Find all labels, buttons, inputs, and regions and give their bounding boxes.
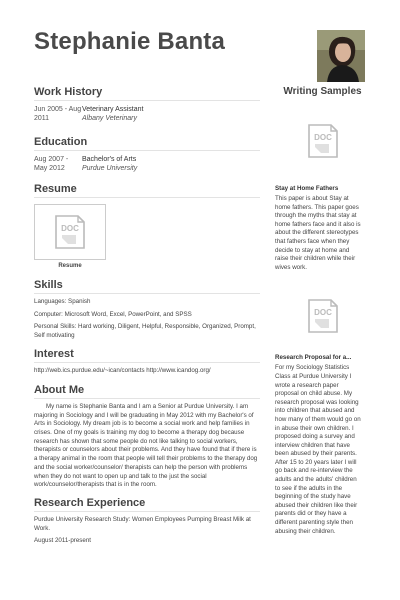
candidate-name: Stephanie Banta bbox=[34, 28, 226, 55]
profile-photo-image bbox=[317, 30, 365, 82]
about-text: My name is Stephanie Banta and I am a Senior at Purdue University. I am majoring in Sociology and I will be graduating in May 2012 with my Bachelor's of Arts in Sociology. My dream job is to become a social work and help families in crises. One of my goals is training my dog to become a therapy dog because research has shown that some people do not like talking to social workers, therapists or counselors about their problems. And they have found that if there is a therapy animal in the room that people will tell their problems to the therapy dog and the social worker/counselor/ therapists can help the person with problems when they do not want to open up and talk to the just the social work/counselor/therapists that is in the room. bbox=[34, 402, 258, 489]
document-icon bbox=[54, 214, 86, 250]
sample-description: This paper is about Stay at home fathers. This paper goes through the myths that stay at home fathers face and it also is about the different stereotypes that fathers face when they decide to stay at home and raise their children while their wives work. bbox=[275, 195, 361, 271]
document-icon bbox=[307, 123, 339, 159]
document-icon bbox=[307, 298, 339, 334]
entry-role: Bachelor's of Arts bbox=[82, 156, 137, 163]
doc-icon-label: DOC bbox=[313, 133, 332, 142]
research-heading: Research Experience bbox=[34, 497, 260, 512]
sample-description: For my Sociology Statistics Class at Purdue University I wrote a research paper proposal on child abuse. My research proposal was looking into children that abused and how many of them would go on in abuse their own children. I proposed doing a survey and interview children that have been abused by their parents. After 15 to 20 years later I will go back and re-interview the adults and the adults' children to see if the adults in the beginning of the study have abused their children like their parents did or they have a different parenting style then abusing their children. bbox=[275, 364, 361, 535]
work-history-heading: Work History bbox=[34, 86, 260, 101]
entry-role: Veterinary Assistant bbox=[82, 106, 144, 113]
resume-caption[interactable]: Resume bbox=[58, 263, 82, 269]
doc-icon-label: DOC bbox=[61, 224, 79, 233]
skills-line: Computer: Microsoft Word, Excel, PowerPoint, and SPSS bbox=[34, 310, 192, 318]
entry-date: Aug 2007 - May 2012 bbox=[34, 156, 69, 172]
research-title: Purdue University Research Study: Women Employees Pumping Breast Milk at Work. bbox=[34, 516, 251, 532]
doc-icon-label: DOC bbox=[313, 308, 332, 318]
research-section bbox=[34, 497, 260, 546]
work-history-entry bbox=[34, 105, 260, 123]
main-column bbox=[34, 86, 260, 546]
research-date: August 2011-present bbox=[34, 537, 91, 545]
resume-doc-thumbnail[interactable] bbox=[34, 204, 106, 260]
about-heading: About Me bbox=[34, 384, 260, 399]
resume-heading: Resume bbox=[34, 183, 260, 198]
education-section bbox=[34, 136, 260, 173]
resume-section bbox=[34, 183, 260, 269]
interest-heading: Interest bbox=[34, 348, 260, 363]
writing-samples-heading: Writing Samples bbox=[283, 86, 362, 97]
skills-heading: Skills bbox=[34, 279, 260, 294]
about-section bbox=[34, 384, 260, 490]
entry-date: Jun 2005 - Aug 2011 bbox=[34, 106, 82, 122]
education-heading: Education bbox=[34, 136, 260, 151]
work-history-section bbox=[34, 86, 260, 123]
writing-samples-sidebar bbox=[275, 86, 362, 536]
entry-org: Albany Veterinary bbox=[82, 115, 137, 122]
sample-doc-thumbnail[interactable] bbox=[283, 298, 362, 334]
skills-section bbox=[34, 279, 260, 340]
entry-org: Purdue University bbox=[82, 165, 138, 172]
skills-line: Languages: Spanish bbox=[34, 298, 91, 305]
sample-title[interactable]: Research Proposal for a... bbox=[275, 354, 352, 362]
education-entry bbox=[34, 155, 260, 173]
profile-photo bbox=[317, 30, 365, 82]
sample-doc-thumbnail[interactable] bbox=[283, 123, 362, 159]
interest-section bbox=[34, 348, 260, 376]
interest-links[interactable]: http://web.ics.purdue.edu/~ican/contacts http://www.icandog.org/ bbox=[34, 367, 211, 375]
skills-line: Personal Skills: Hard working, Diligent, Helpful, Responsible, Organized, Prompt, Self motivating bbox=[34, 323, 256, 339]
sample-title[interactable]: Stay at Home Fathers bbox=[275, 185, 339, 192]
